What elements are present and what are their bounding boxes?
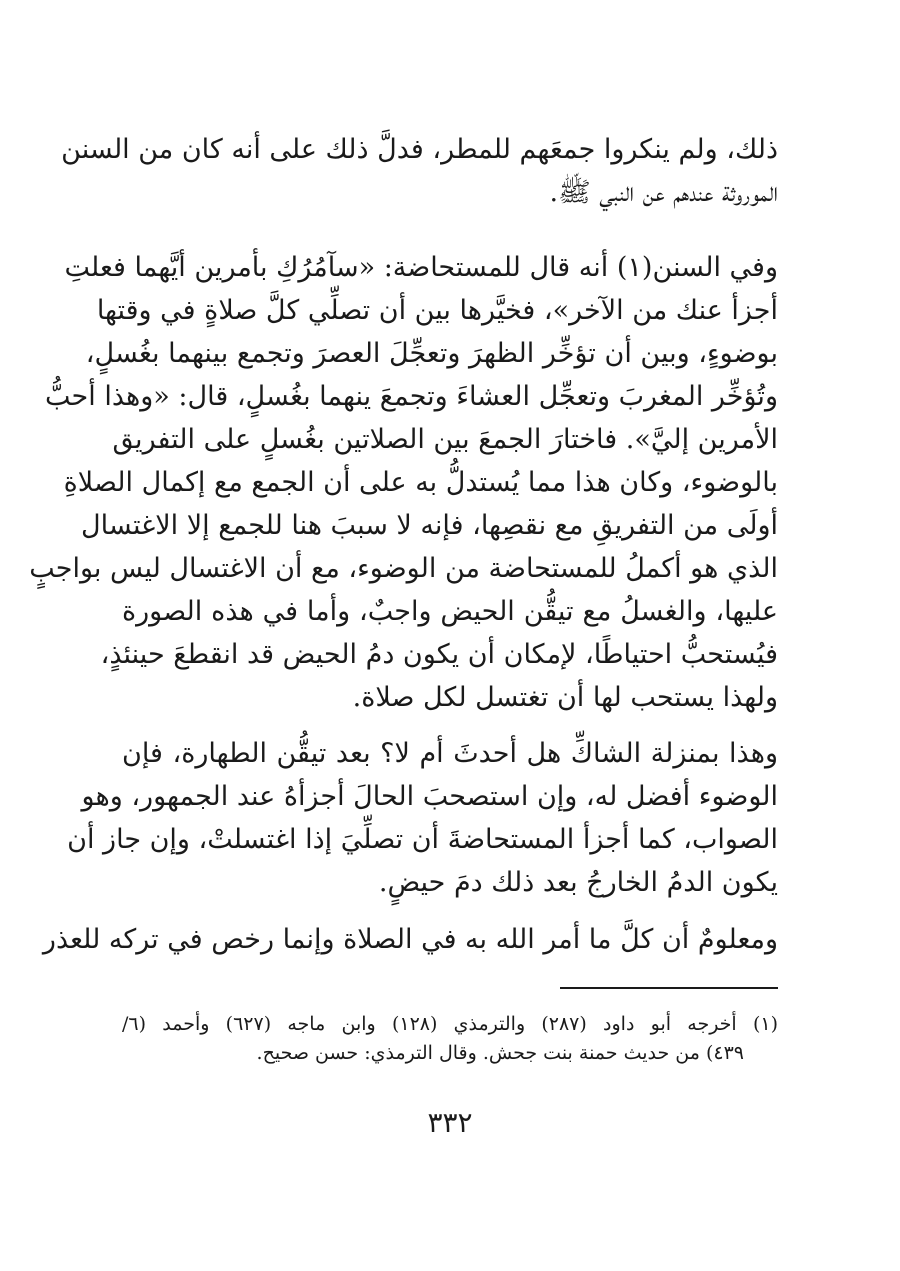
text-line: يكون الدمُ الخارجُ بعد ذلك دمَ حيضٍ. [378,867,778,898]
page-number: ٣٣٢ [427,1106,473,1139]
text-line: ولهذا يستحب لها أن تغتسل لكل صلاة. [352,682,778,713]
footnote-line: ٤٣٩) من حديث حمنة بنت جحش. وقال الترمذي: حسن صحيح. [256,1042,744,1064]
text-line: الموروثة عندهم عن النبي ﷺ. [549,177,778,208]
text-line: الوضوء أفضل له، وإن استصحبَ الحالَ أجزأهُ عند الجمهور، وهو [81,781,778,812]
paragraph-3 [67,732,778,904]
text-line: وفي السنن(١) أنه قال للمستحاضة: «سآمُرُكِ بأمرين أيَّهما فعلتِ [64,252,778,283]
footnote-separator [560,987,778,989]
text-line: الذي هو أكملُ للمستحاضة من الوضوء، مع أن الاغتسال ليس بواجبٍ [29,553,778,584]
paragraph-2 [29,246,778,719]
text-line: ومعلومٌ أن كلَّ ما أمر الله به في الصلاة وإنما رخص في تركه للعذر [42,924,778,955]
text-line: ذلك، ولم ينكروا جمعَهم للمطر، فدلَّ ذلك على أنه كان من السنن [61,134,778,165]
text-line: الأمرين إليَّ». فاختارَ الجمعَ بين الصلاتين بغُسلٍ على التفريق [112,424,778,455]
text-line: الصواب، كما أجزأ المستحاضةَ أن تصلِّيَ إذا اغتسلتْ، وإن جاز أن [67,824,778,855]
text-line: بالوضوء، وكان هذا مما يُستدلُّ به على أن الجمع مع إكمال الصلاةِ [63,467,778,498]
text-line: وهذا بمنزلة الشاكِّ هل أحدثَ أم لا؟ بعد تيقُّن الطهارة، فإن [122,738,778,769]
text-line: بوضوءٍ، وبين أن تؤخِّر الظهرَ وتعجِّلَ العصرَ وتجمع بينهما بغُسلٍ، [85,338,778,369]
footnotes [122,1010,778,1068]
paragraph-1 [61,128,778,214]
footnote-line: (١) أخرجه أبو داود (٢٨٧) والترمذي (١٢٨) وابن ماجه (٦٢٧) وأحمد (٦/ [122,1013,778,1035]
text-line: أولَى من التفريقِ مع نقصِها، فإنه لا سببَ هنا للجمع إلا الاغتسال [81,510,778,541]
text-line: وتُؤخِّر المغربَ وتعجِّل العشاءَ وتجمعَ ينهما بغُسلٍ، قال: «وهذا أحبُّ [45,381,778,412]
text-line: أجزأ عنك من الآخر»، فخيَّرها بين أن تصلِّي كلَّ صلاةٍ في وقتها [96,295,778,326]
text-line: عليها، والغسلُ مع تيقُّن الحيض واجبٌ، وأما في هذه الصورة [122,596,778,627]
text-line: فيُستحبُّ احتياطًا، لإمكان أن يكون دمُ الحيض قد انقطعَ حينئذٍ، [100,639,778,670]
paragraph-4 [42,918,778,961]
